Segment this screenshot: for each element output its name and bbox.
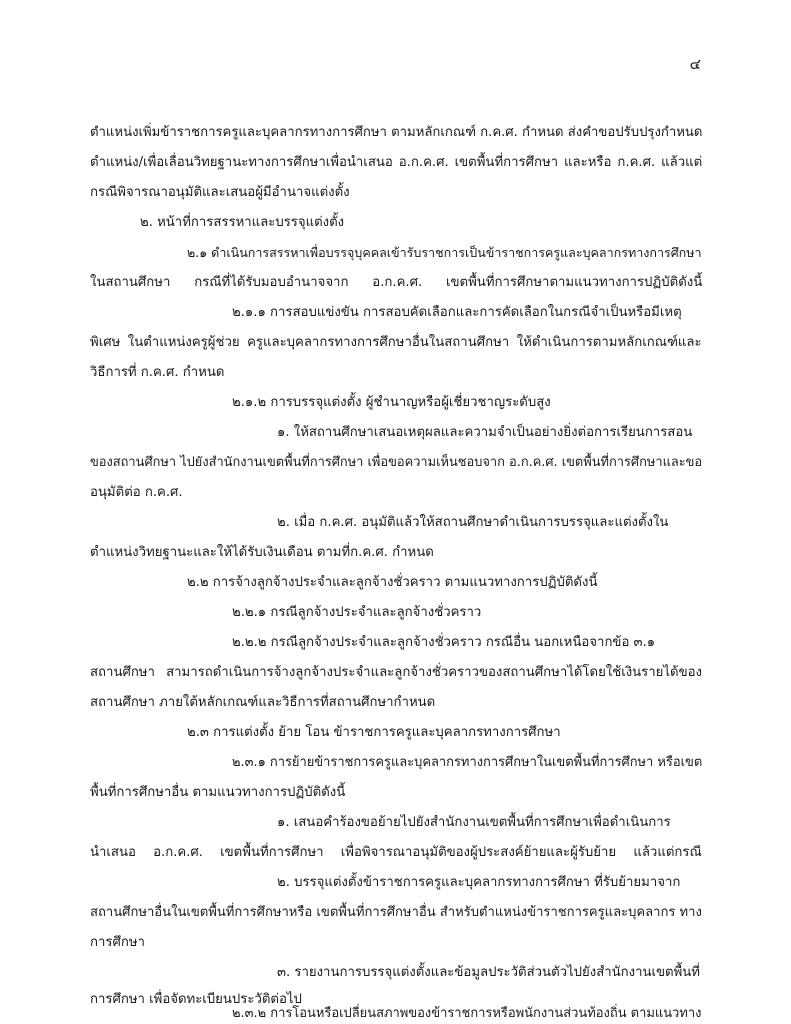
text-line: สถานศึกษาอื่นในเขตพื้นที่การศึกษาหรือ เขตพื้นที่การศึกษาอื่น สำหรับตำแหน่งข้าราชการครูและบุคลากร ทาง — [90, 905, 702, 920]
text-line: ของสถานศึกษา ไปยังสำนักงานเขตพื้นที่การศึกษา เพื่อขอความเห็นชอบจาก อ.ก.ค.ศ. เขตพื้นที่การศึกษาและขอ — [90, 455, 703, 470]
text-line: ๒.๒ การจ้างลูกจ้างประจำและลูกจ้างชั่วคราว ตามแนวทางการปฏิบัติดังนี้ — [187, 575, 598, 590]
text-line: ตำแหน่งวิทยฐานะและให้ได้รับเงินเดือน ตามที่ก.ค.ศ. กำหนด — [90, 545, 434, 560]
text-line: ในสถานศึกษา กรณีที่ได้รับมอบอำนาจจาก อ.ก.ค.ศ. เขตพื้นที่การศึกษาตามแนวทางการปฏิบัติดังนี้ — [90, 275, 703, 290]
text-line: วิธีการที่ ก.ค.ศ. กำหนด — [90, 365, 225, 380]
page-number: ๔ — [689, 55, 701, 73]
text-line: ตำแหน่งเพิ่มข้าราชการครูและบุคลากรทางการศึกษา ตามหลักเกณฑ์ ก.ค.ศ. กำหนด ส่งคำขอปรับปรุงกำหนด — [90, 125, 703, 140]
text-line: ๒.๑ ดำเนินการสรรหาเพื่อบรรจุบุคคลเข้ารับราชการเป็นข้าราชการครูและบุคลากรทางการศึกษา — [187, 245, 702, 260]
text-line: ตำแหน่ง/เพื่อเลื่อนวิทยฐานะทางการศึกษาเพื่อนำเสนอ อ.ก.ค.ศ. เขตพื้นที่การศึกษา และหรือ ก.ค.ศ. แล้วแต่ — [90, 155, 703, 170]
text-line: ๒.๓ การแต่งตั้ง ย้าย โอน ข้าราชการครูและบุคลากรทางการศึกษา — [187, 725, 561, 740]
text-line: ๒.๓.๑ การย้ายข้าราชการครูและบุคลากรทางการศึกษาในเขตพื้นที่การศึกษา หรือเขต — [232, 755, 703, 770]
text-line: อนุมัติต่อ ก.ค.ศ. — [90, 485, 183, 500]
text-line: นำเสนอ อ.ก.ค.ศ. เขตพื้นที่การศึกษา เพื่อพิจารณาอนุมัติของผู้ประสงค์ย้ายและผู้รับย้าย แล้วแต่กรณี — [90, 845, 702, 860]
text-line: สถานศึกษา สามารถดำเนินการจ้างลูกจ้างประจำและลูกจ้างชั่วคราวของสถานศึกษาได้โดยใช้เงินรายได้ของ — [90, 665, 702, 680]
text-line: การศึกษา — [90, 935, 145, 950]
text-line: ๑. ให้สถานศึกษาเสนอเหตุผลและความจำเป็นอย่างยิ่งต่อการเรียนการสอน — [277, 425, 693, 440]
text-line: ๒. เมื่อ ก.ค.ศ. อนุมัติแล้วให้สถานศึกษาดำเนินการบรรจุและแต่งตั้งใน — [277, 515, 669, 530]
text-line: ๒. บรรจุแต่งตั้งข้าราชการครูและบุคลากรทางการศึกษา ที่รับย้ายมาจาก — [277, 875, 681, 890]
text-line: สถานศึกษา ภายใต้หลักเกณฑ์และวิธีการที่สถานศึกษากำหนด — [90, 695, 436, 710]
text-line: ๒.๑.๑ การสอบแข่งขัน การสอบคัดเลือกและการคัดเลือกในกรณีจำเป็นหรือมีเหตุ — [232, 305, 682, 320]
text-line: ๒.๑.๒ การบรรจุแต่งตั้ง ผู้ชำนาญหรือผู้เชี่ยวชาญระดับสูง — [232, 395, 551, 410]
text-line: การศึกษา เพื่อจัดทะเบียนประวัติต่อไป — [90, 992, 302, 1007]
text-line: พิเศษ ในตำแหน่งครูผู้ช่วย ครูและบุคลากรทางการศึกษาอื่นในสถานศึกษา ให้ดำเนินการตามหลักเกณฑ์และ — [90, 335, 702, 350]
text-line: ๒.๒.๑ กรณีลูกจ้างประจำและลูกจ้างชั่วคราว — [232, 605, 482, 620]
text-line: ๒.๒.๒ กรณีลูกจ้างประจำและลูกจ้างชั่วคราว กรณีอื่น นอกเหนือจากข้อ ๓.๑ — [232, 635, 656, 650]
text-line: กรณีพิจารณาอนุมัติและเสนอผู้มีอำนาจแต่งตั้ง — [90, 185, 350, 200]
text-line: ๓. รายงานการบรรจุแต่งตั้งและข้อมูลประวัติส่วนตัวไปยังสำนักงานเขตพื้นที่ — [277, 965, 701, 980]
text-line: ๑. เสนอคำร้องขอย้ายไปยังสำนักงานเขตพื้นที่การศึกษาเพื่อดำเนินการ — [277, 815, 671, 830]
section-heading: ๒. หน้าที่การสรรหาและบรรจุแต่งตั้ง — [140, 215, 345, 230]
text-line: พื้นที่การศึกษาอื่น ตามแนวทางการปฏิบัติดังนี้ — [90, 785, 346, 800]
text-line: ๒.๓.๒ การโอนหรือเปลี่ยนสภาพของข้าราชการหรือพนักงานส่วนท้องถิ่น ตามแนวทาง — [232, 1006, 702, 1021]
